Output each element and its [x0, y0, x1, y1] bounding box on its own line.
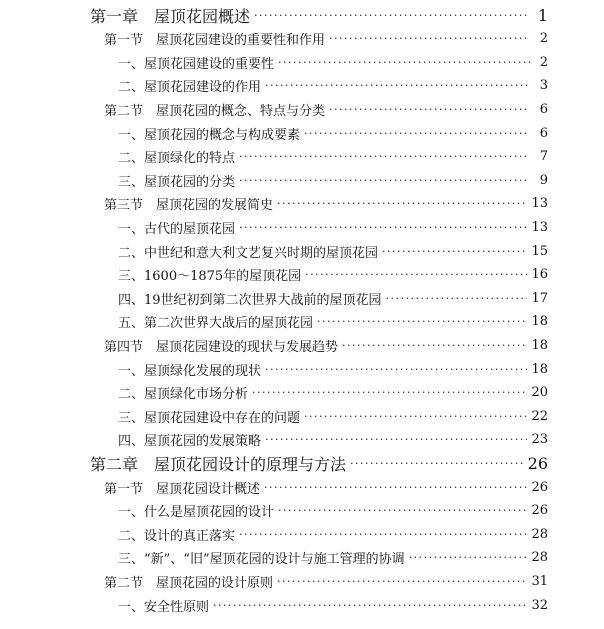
toc-entry-item	[118, 75, 548, 97]
toc-page-number: 7	[539, 149, 548, 165]
toc-entry-label: 一、什么是屋顶花园的设计	[118, 505, 275, 521]
toc-page-number: 13	[531, 219, 548, 235]
toc-entry-label: 三、屋顶花园的分类	[118, 174, 236, 190]
toc-page-number: 6	[539, 101, 548, 117]
toc-entry-item	[118, 122, 548, 144]
dot-leader	[239, 174, 530, 187]
toc-page-number: 15	[531, 243, 548, 259]
toc-entry-item	[118, 240, 548, 262]
dot-leader	[329, 103, 530, 116]
dot-leader	[409, 551, 528, 564]
toc-page-number: 2	[539, 31, 548, 47]
dot-leader	[305, 268, 527, 281]
toc-entry-item	[118, 500, 548, 522]
toc-entry-item	[118, 405, 548, 427]
toc-entry-label: 第三节 屋顶花园的发展简史	[104, 198, 274, 214]
toc-entry-item	[118, 216, 548, 238]
dot-leader	[277, 575, 527, 588]
dot-leader	[252, 386, 527, 399]
toc-entry-label: 第四节 屋顶花园建设的现状与发展趋势	[104, 339, 339, 355]
dot-leader	[265, 433, 527, 446]
dot-leader	[278, 504, 527, 517]
toc-entry-label: 二、屋顶绿化市场分析	[118, 387, 249, 403]
toc-page-number: 22	[531, 408, 548, 424]
dot-leader	[239, 150, 530, 163]
dot-leader	[254, 9, 530, 22]
toc-page-number: 9	[539, 172, 548, 188]
dot-leader	[342, 339, 527, 352]
dot-leader	[304, 410, 527, 423]
dot-leader	[350, 457, 524, 470]
toc-page-number: 18	[531, 314, 548, 330]
toc-entry-item	[118, 547, 548, 569]
toc-entry-section	[104, 193, 548, 215]
toc-entry-section	[104, 476, 548, 498]
toc-entry-label: 五、第二次世界大战后的屋顶花园	[118, 316, 314, 332]
dot-leader	[265, 79, 530, 92]
toc-entry-label: 三、“新”、“旧”屋顶花园的设计与施工管理的协调	[118, 552, 405, 568]
toc-page-number: 26	[531, 503, 548, 519]
toc-entry-label: 四、屋顶花园的发展策略	[118, 434, 262, 450]
toc-entry-label: 第二节 屋顶花园的设计原则	[104, 575, 274, 591]
dot-leader	[382, 245, 527, 258]
toc-page-number: 31	[531, 573, 548, 589]
toc-entry-item	[118, 311, 548, 333]
toc-entry-label: 第二章 屋顶花园设计的原理与方法	[90, 454, 347, 474]
toc-entry-label: 一、屋顶花园的概念与构成要素	[118, 127, 301, 143]
toc-entry-chapter	[90, 4, 548, 26]
toc-entry-item	[118, 287, 548, 309]
toc-page-number: 2	[539, 54, 548, 70]
dot-leader	[386, 292, 528, 305]
toc-entry-item	[118, 594, 548, 616]
dot-leader	[239, 528, 527, 541]
dot-leader	[213, 599, 527, 612]
toc-entry-label: 二、屋顶花园建设的作用	[118, 80, 262, 96]
toc-page-number: 17	[531, 290, 548, 306]
toc-entry-label: 一、屋顶绿化发展的现状	[118, 363, 262, 379]
dot-leader	[317, 315, 527, 328]
toc-page-number: 26	[531, 479, 548, 495]
toc-entry-item	[118, 146, 548, 168]
toc-entry-section	[104, 28, 548, 50]
toc-entry-item	[118, 358, 548, 380]
dot-leader	[265, 363, 527, 376]
toc-entry-label: 第一节 屋顶花园建设的重要性和作用	[104, 33, 326, 49]
toc-page-number: 3	[539, 78, 548, 94]
toc-entry-item	[118, 429, 548, 451]
toc-page-number: 26	[527, 453, 548, 473]
toc-entry-label: 第一节 屋顶花园设计概述	[104, 481, 261, 497]
toc-entry-label: 二、设计的真正落实	[118, 528, 236, 544]
toc-entry-label: 三、屋顶花园建设中存在的问题	[118, 410, 301, 426]
toc-entry-item	[118, 51, 548, 73]
toc-page-number: 18	[531, 337, 548, 353]
dot-leader	[264, 481, 527, 494]
toc-page-number: 23	[531, 432, 548, 448]
toc-page-number: 20	[531, 385, 548, 401]
toc-entry-label: 一、屋顶花园建设的重要性	[118, 56, 275, 72]
toc-entry-chapter	[90, 452, 548, 474]
dot-leader	[278, 56, 530, 69]
toc-entry-item	[118, 169, 548, 191]
toc-page-number: 18	[531, 361, 548, 377]
toc-entry-item	[118, 382, 548, 404]
toc-page-number: 28	[531, 526, 548, 542]
toc-entry-label: 二、屋顶绿化的特点	[118, 151, 236, 167]
toc-entry-label: 一、古代的屋顶花园	[118, 221, 236, 237]
dot-leader	[277, 197, 527, 210]
toc-entry-section	[104, 98, 548, 120]
toc-page-number: 32	[531, 597, 548, 613]
toc-page-number: 28	[531, 550, 548, 566]
toc-page-number: 6	[539, 125, 548, 141]
toc-entry-label: 一、安全性原则	[118, 599, 210, 615]
toc-entry-item	[118, 264, 548, 286]
toc-entry-label: 第二节 屋顶花园的概念、特点与分类	[104, 103, 326, 119]
toc-page-number: 1	[537, 5, 548, 25]
dot-leader	[329, 32, 530, 45]
toc-entry-item	[118, 523, 548, 545]
toc-entry-label: 四、19世纪初到第二次世界大战前的屋顶花园	[118, 292, 382, 308]
toc-entry-label: 三、1600～1875年的屋顶花园	[118, 269, 302, 285]
dot-leader	[239, 221, 527, 234]
toc-entry-section	[104, 570, 548, 592]
dot-leader	[304, 127, 530, 140]
toc-entry-section	[104, 334, 548, 356]
toc-entry-label: 二、中世纪和意大利文艺复兴时期的屋顶花园	[118, 245, 379, 261]
toc-page-number: 13	[531, 196, 548, 212]
toc-page-number: 16	[531, 267, 548, 283]
toc-entry-label: 第一章 屋顶花园概述	[90, 6, 251, 26]
